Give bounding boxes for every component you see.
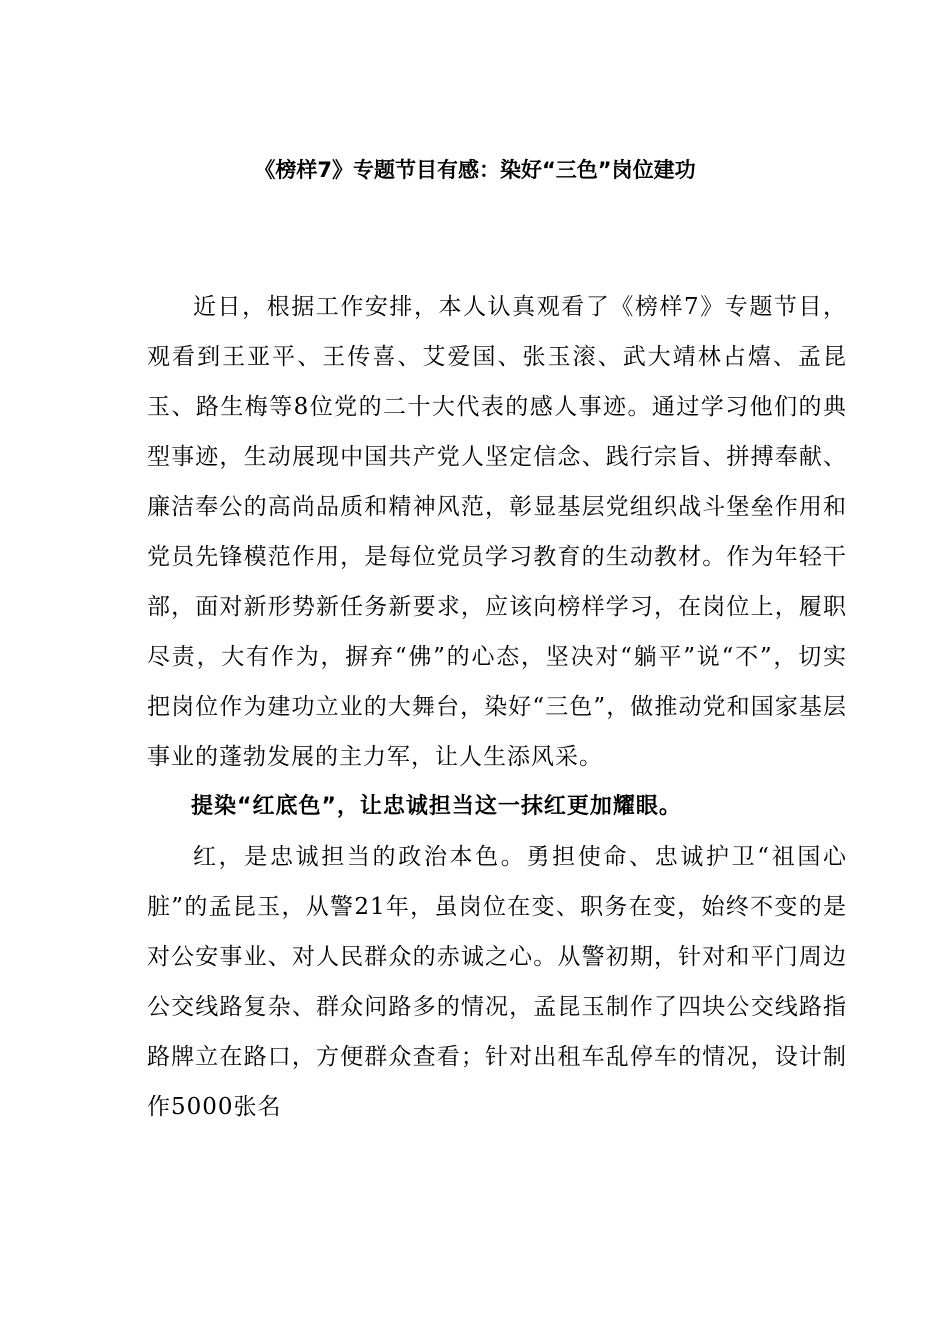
body-paragraph: 红，是忠诚担当的政治本色。勇担使命、忠诚护卫“祖国心脏”的孟昆玉，从警21年，虽岗位在变、职务在变，始终不变的是对公安事业、对人民群众的赤诚之心。从警初期，针对和平门周边公交线路复杂、群众问路多的情况，孟昆玉制作了四块公交线路指路牌立在路口，方便群众查看；针对出租车乱停车的情况，设计制作5000张名 <box>147 844 847 1120</box>
document-title: 《榜样7》专题节目有感：染好“三色”岗位建功 <box>254 158 696 182</box>
section-heading: 提染“红底色”，让忠诚担当这一抹红更加耀眼。 <box>191 794 682 819</box>
document-body <box>147 282 847 1132</box>
intro-paragraph: 近日，根据工作安排，本人认真观看了《榜样7》专题节目，观看到王亚平、王传喜、艾爱国、张玉滚、武大靖林占熺、孟昆玉、路生梅等8位党的二十大代表的感人事迹。通过学习他们的典型事迹，生动展现中国共产党人坚定信念、践行宗旨、拼搏奉献、廉洁奉公的高尚品质和精神风范，彰显基层党组织战斗堡垒作用和党员先锋模范作用，是每位党员学习教育的生动教材。作为年轻干部，面对新形势新任务新要求，应该向榜样学习，在岗位上，履职尽责，大有作为，摒弃“佛”的心态，坚决对“躺平”说“不”，切实把岗位作为建功立业的大舞台，染好“三色”，做推动党和国家基层事业的蓬勃发展的主力军，让人生添风采。 <box>147 294 847 770</box>
